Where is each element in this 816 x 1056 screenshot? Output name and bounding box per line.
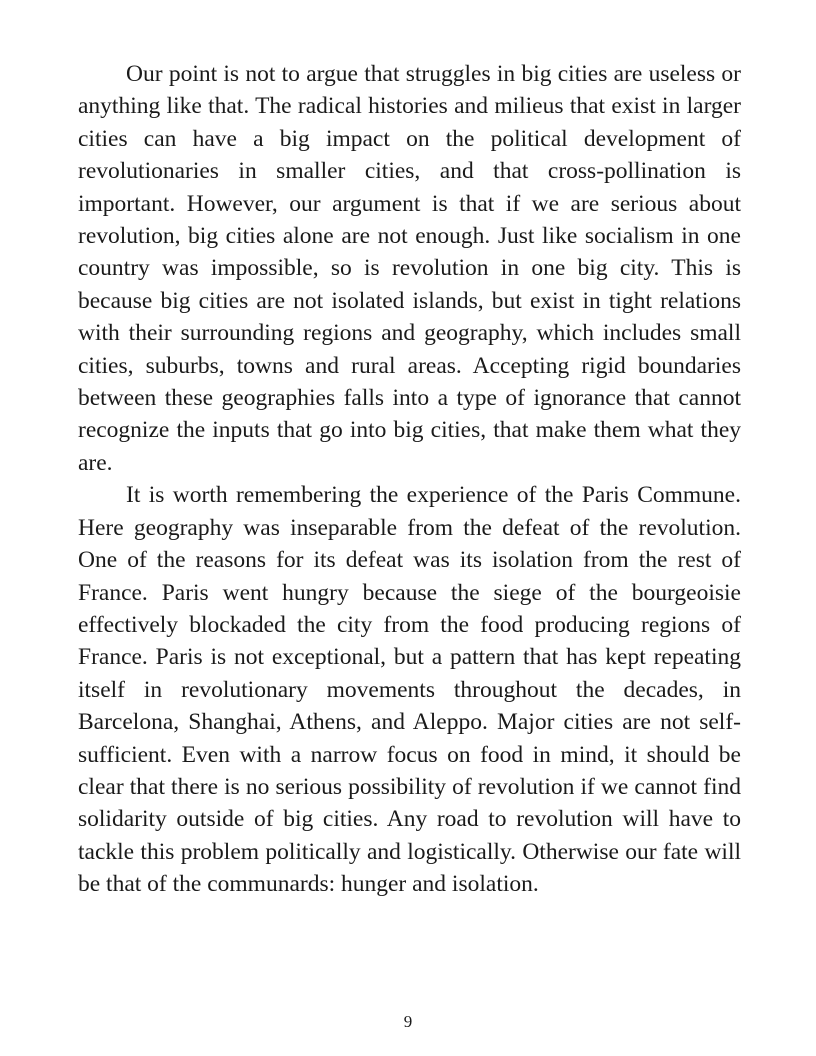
paragraph-paris-commune: It is worth remembering the experience of the Paris Commune. Here geography was inseparable from the defeat of the revolution. One of the reasons for its defeat was its isolation from the rest of France. Paris went hungry because the siege of the bourgeoisie effectively blockaded the city from the food producing regions of France. Paris is not exceptional, but a pattern that has kept repeating itself in revolutionary movements throughout the decades, in Barcelona, Shanghai, Athens, and Aleppo. Major cities are not self-sufficient. Even with a narrow focus on food in mind, it should be clear that there is no serious possibility of revolution if we cannot find solidarity outside of big cities. Any road to revolution will have to tackle this problem politically and logistically. Otherwise our fate will be that of the communards: hunger and isolation. (78, 482, 741, 898)
document-body (78, 58, 741, 901)
paragraph-big-cities: Our point is not to argue that struggles in big cities are useless or anything like that. The radical histories and milieus that exist in larger cities can have a big impact on the political development of revolutionaries in smaller cities, and that cross-pollination is important. However, our argument is that if we are serious about revolution, big cities alone are not enough. Just like socialism in one country was impossible, so is revolution in one big city. This is because big cities are not isolated islands, but exist in tight relations with their surrounding regions and geography, which includes small cities, suburbs, towns and rural areas. Accepting rigid boundaries between these geographies falls into a type of ignorance that cannot recognize the inputs that go into big cities, that make them what they are. (78, 61, 741, 476)
page-number: 9 (403, 1012, 413, 1031)
